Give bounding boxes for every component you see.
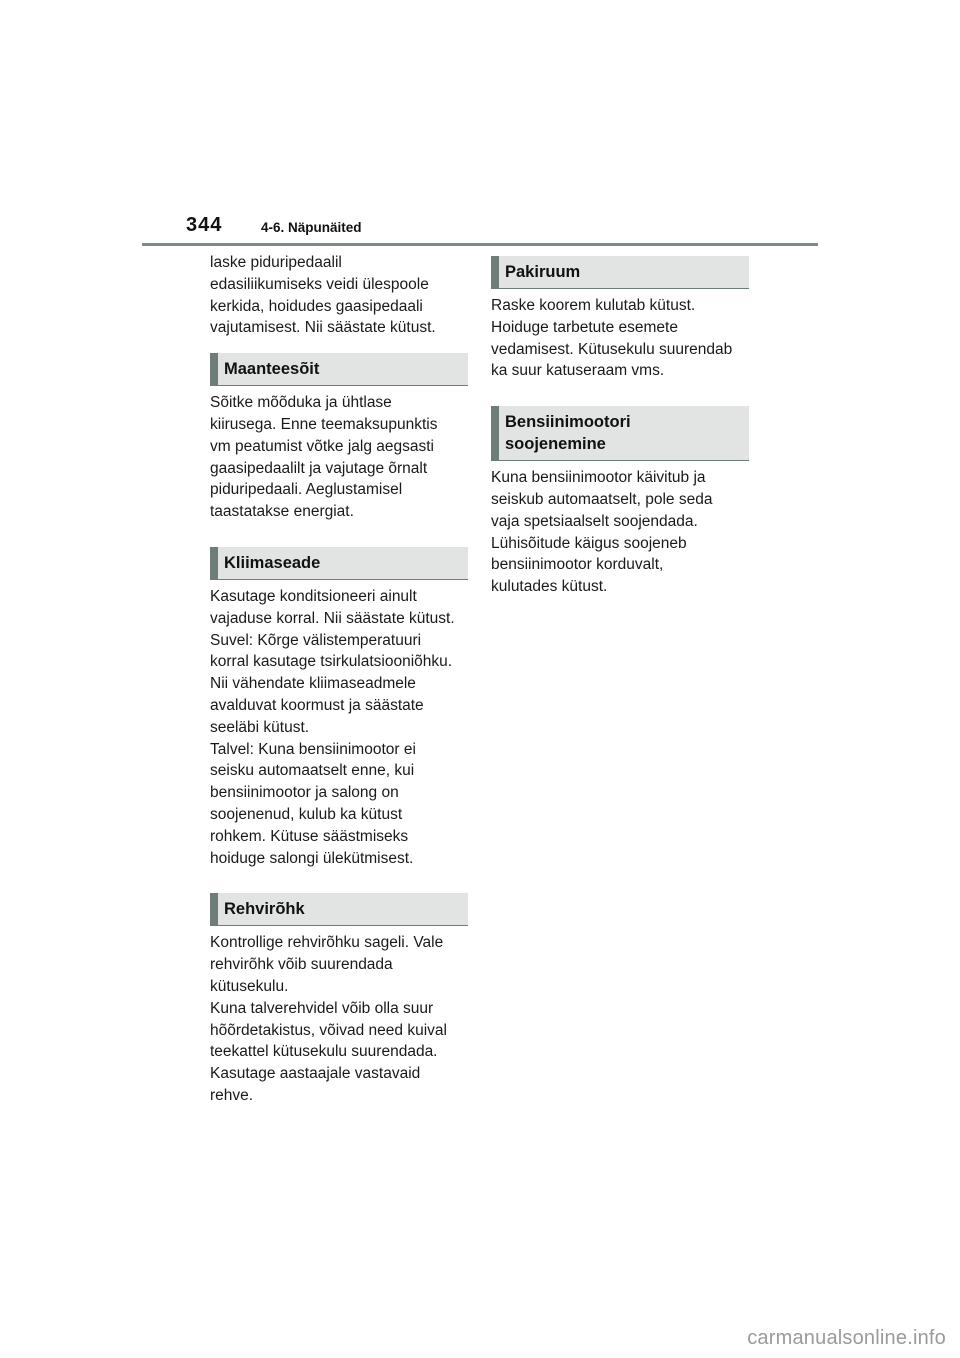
paragraph-bensiinimootori-soojenemine: Kuna bensiinimootor käivitub ja seiskub automaatselt, pole seda vaja spetsiaalselt soojendada. Lühisõitude käigus soojeneb bensiinimootor korduvalt, kulutades kütust. [491,469,713,596]
right-column [491,256,749,598]
left-column [210,252,468,1107]
heading-rehvirohk: Rehvirõhk [210,893,468,926]
intro-paragraph: laske piduripedaalil edasiliikumiseks veidi ülespoole kerkida, hoidudes gaasipedaali vajutamisest. Nii säästate kütust. [210,254,436,337]
heading-pakiruum: Pakiruum [491,256,749,289]
paragraph-kliimaseade: Kasutage konditsioneeri ainult vajaduse korral. Nii säästate kütust. Suvel: Kõrge välistemperatuuri korral kasutage tsirkulatsiooniõhku. Nii vähendate kliimaseadmele avalduvat koormust ja säästate seeläbi kütust. Talvel: Kuna bensiinimootor ei seisku automaatselt enne, kui bensiinimootor ja salong on soojenenud, kulub ka kütust rohkem. Kütuse säästmiseks hoiduge salongi ülekütmisest. [210,587,455,867]
paragraph-pakiruum: Raske koorem kulutab kütust. Hoiduge tarbetute esemete vedamisest. Kütusekulu suurendab ka suur katuseraam vms. [491,297,733,380]
heading-kliimaseade: Kliimaseade [210,547,468,580]
page-number: 344 [186,214,223,236]
section-title: 4-6. Näpunäited [261,220,362,235]
heading-bensiinimootori-soojenemine: Bensiinimootori soojenemine [491,406,749,461]
paragraph-maanteesoit: Sõitke mõõduka ja ühtlase kiirusega. Enne teemaksupunktis vm peatumist võtke jalg aegsasti gaasipedaalilt ja vajutage õrnalt piduripedaali. Aeglustamisel taastatakse energiat. [210,394,438,521]
heading-maanteesoit: Maanteesõit [210,353,468,386]
header-divider [142,243,818,246]
watermark-link[interactable]: carmanualsonline.info [747,1327,946,1349]
paragraph-rehvirohk: Kontrollige rehvirõhku sageli. Vale rehvirõhk võib suurendada kütusekulu. Kuna talverehvidel võib olla suur hõõrdetakistus, võivad need kuival teekattel kütusekulu suurendada. Kasutage aastaajale vastavaid rehve. [210,934,447,1104]
